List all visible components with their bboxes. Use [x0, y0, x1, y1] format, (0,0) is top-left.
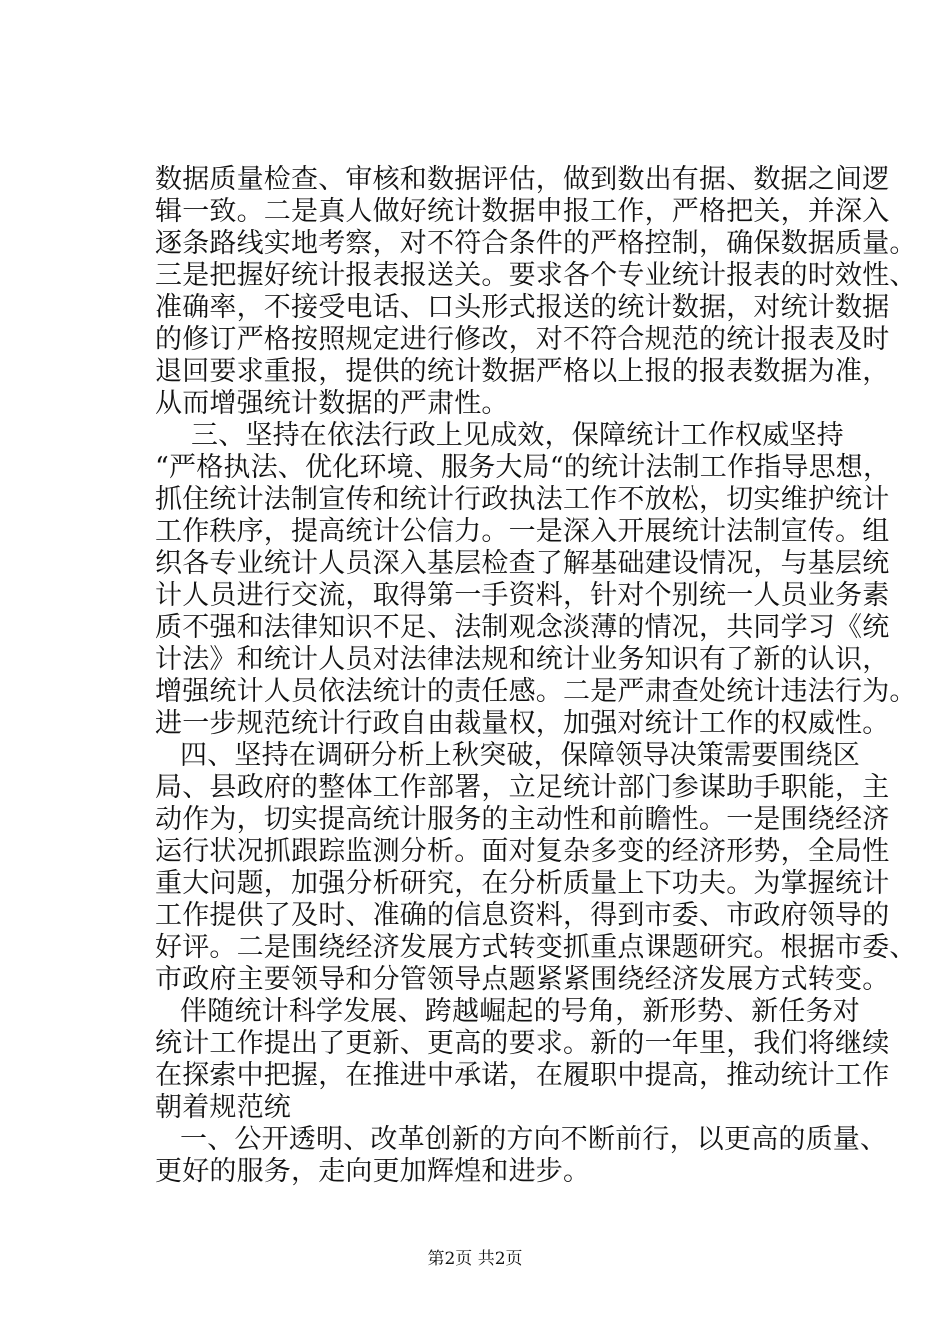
text-line: 计人员进行交流，取得第一手资料，针对个别统一人员业务素 [155, 580, 890, 611]
text-line: 抓住统计法制宣传和统计行政执法工作不放松，切实维护统计 [155, 484, 890, 515]
text-line: 重大问题，加强分析研究，在分析质量上下功夫。为掌握统计 [155, 868, 890, 899]
text-line: 在探索中把握，在推进中承诺，在履职中提高，推动统计工作 [155, 1060, 890, 1091]
text-line: 进一步规范统计行政自由裁量权，加强对统计工作的权威性。 [155, 708, 890, 739]
paragraph-start-line: 伴随统计科学发展、跨越崛起的号角，新形势、新任务对 [180, 996, 860, 1027]
text-line: 辑一致。二是真人做好统计数据申报工作，严格把关，并深入 [155, 196, 890, 227]
text-line: 准确率，不接受电话、口头形式报送的统计数据，对统计数据 [155, 292, 890, 323]
text-line: 统计工作提出了更新、更高的要求。新的一年里，我们将继续 [155, 1028, 890, 1059]
text-line: 动作为，切实提高统计服务的主动性和前瞻性。一是围绕经济 [155, 804, 890, 835]
text-line: 三是把握好统计报表报送关。要求各个专业统计报表的时效性、 [155, 260, 917, 291]
text-line: 运行状况抓跟踪监测分析。面对复杂多变的经济形势，全局性 [155, 836, 890, 867]
text-line: 更好的服务，走向更加辉煌和进步。 [155, 1156, 591, 1187]
text-line: 的修订严格按照规定进行修改，对不符合规范的统计报表及时 [155, 324, 890, 355]
page-footer: 第2页 共2页 [427, 1249, 523, 1269]
text-line: 局、县政府的整体工作部署，立足统计部门参谋助手职能，主 [155, 772, 890, 803]
text-line: 退回要求重报，提供的统计数据严格以上报的报表数据为准， [155, 356, 890, 387]
text-line: 质不强和法律知识不足、法制观念淡薄的情况，共同学习《统 [155, 612, 890, 643]
text-line: 工作提供了及时、准确的信息资料，得到市委、市政府领导的 [155, 900, 890, 931]
section-heading-line: 三、坚持在依法行政上见成效，保障统计工作权威坚持 [191, 420, 844, 451]
text-line: 计法》和统计人员对法律法规和统计业务知识有了新的认识， [155, 644, 890, 675]
text-line: 朝着规范统 [155, 1092, 291, 1123]
text-line: 工作秩序，提高统计公信力。一是深入开展统计法制宣传。组 [155, 516, 890, 547]
text-line: 织各专业统计人员深入基层检查了解基础建设情况，与基层统 [155, 548, 890, 579]
text-line: 好评。二是围绕经济发展方式转变抓重点课题研究。根据市委、 [155, 932, 917, 963]
text-line: 逐条路线实地考察，对不符合条件的严格控制，确保数据质量。 [155, 228, 917, 259]
text-line: 市政府主要领导和分管领导点题紧紧围绕经济发展方式转变。 [155, 964, 890, 995]
text-line: 增强统计人员依法统计的责任感。二是严肃查处统计违法行为。 [155, 676, 917, 707]
paragraph-start-line: 一、公开透明、改革创新的方向不断前行，以更高的质量、 [180, 1124, 888, 1155]
text-line: 数据质量检查、审核和数据评估，做到数出有据、数据之间逻 [155, 164, 890, 195]
text-line: “严格执法、优化环境、服务大局“的统计法制工作指导思想， [155, 452, 891, 483]
section-heading-line: 四、坚持在调研分析上秋突破，保障领导决策需要围绕区 [180, 740, 860, 771]
document-body [155, 164, 917, 1188]
text-line: 从而增强统计数据的严肃性。 [155, 388, 509, 419]
